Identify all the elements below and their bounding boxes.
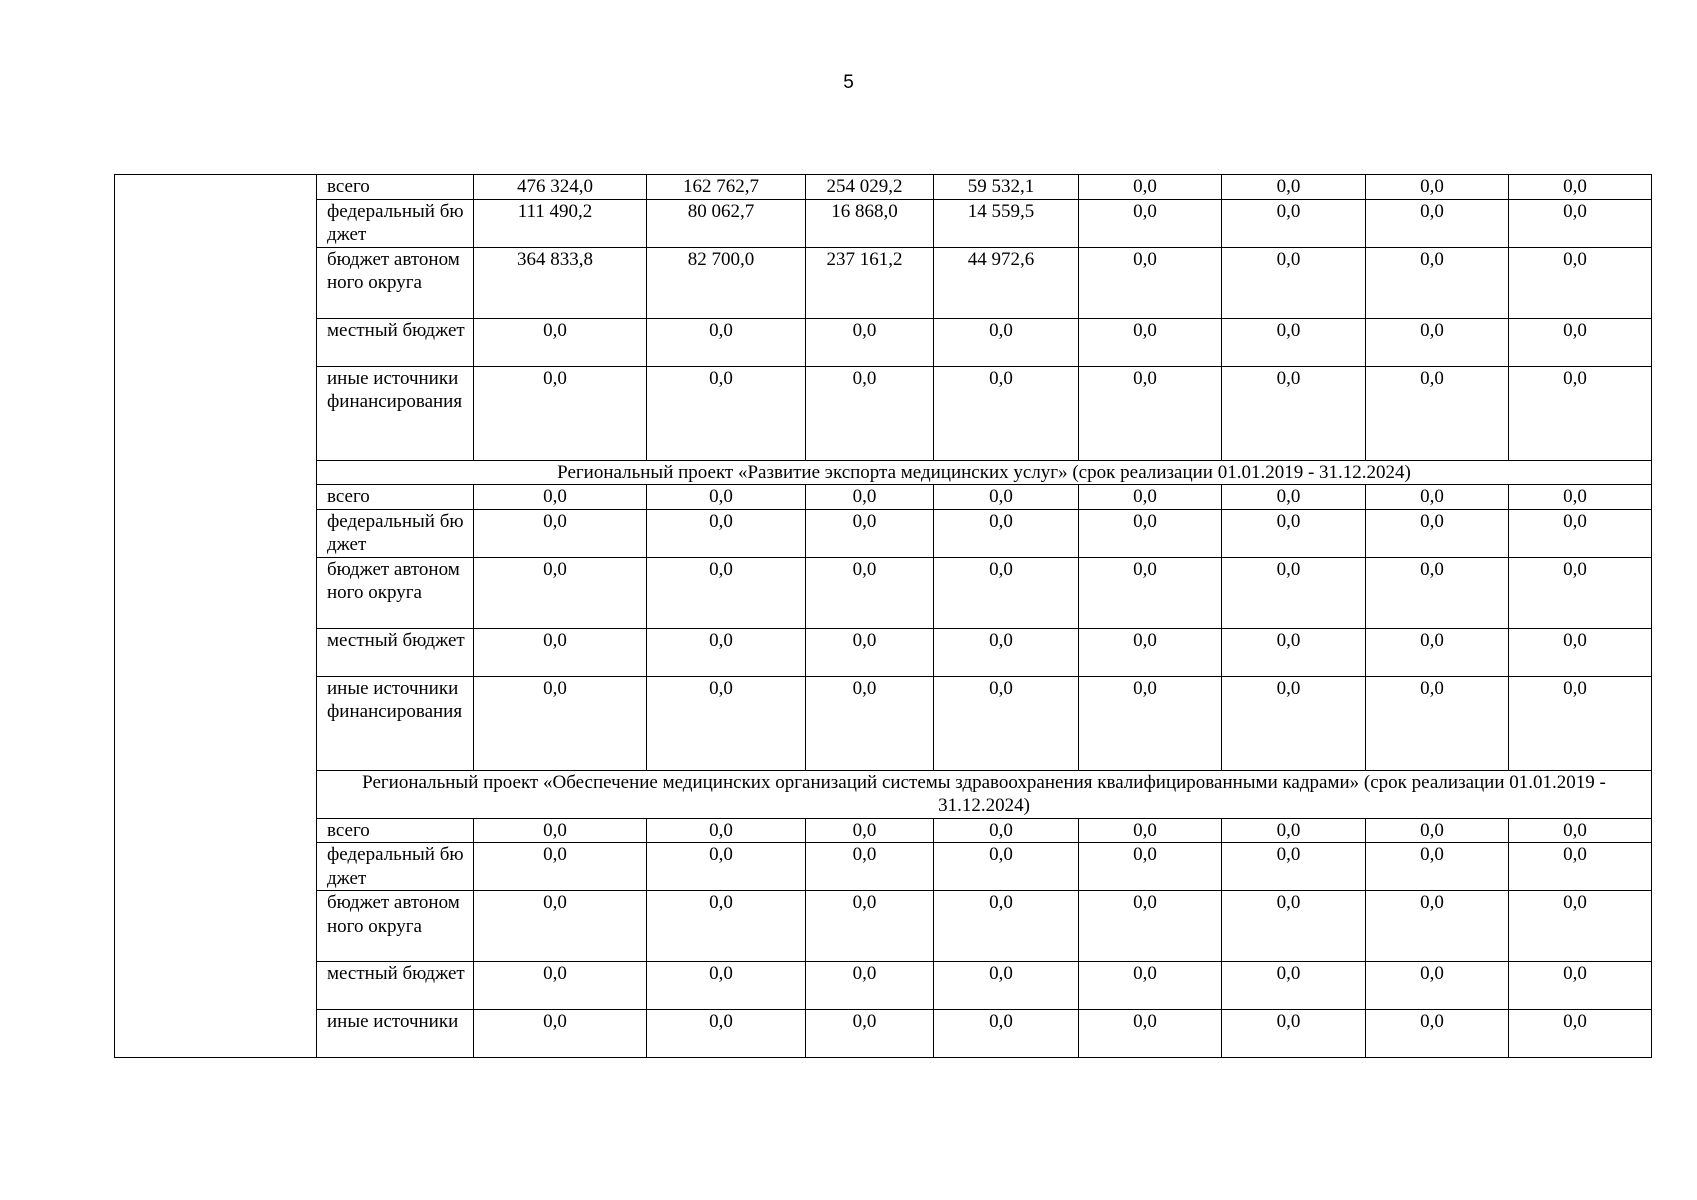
value-cell: 0,0 <box>1366 891 1509 962</box>
value-cell: 0,0 <box>1366 1010 1509 1058</box>
funding-source-label: федеральный бюджет <box>317 509 474 557</box>
value-cell: 0,0 <box>1366 557 1509 628</box>
value-cell: 254 029,2 <box>806 175 934 200</box>
table-row <box>115 485 1652 510</box>
value-cell: 0,0 <box>1079 366 1222 460</box>
value-cell: 0,0 <box>1079 175 1222 200</box>
value-cell: 0,0 <box>474 962 647 1010</box>
value-cell: 0,0 <box>1222 199 1366 247</box>
section-heading: Региональный проект «Развитие экспорта медицинских услуг» (срок реализации 01.01.2019 - 31.12.2024) <box>317 460 1652 485</box>
funding-source-label: бюджет автономного округа <box>317 891 474 962</box>
program-name-cell <box>115 175 317 1058</box>
value-cell: 0,0 <box>934 485 1079 510</box>
value-cell: 59 532,1 <box>934 175 1079 200</box>
funding-source-label: местный бюджет <box>317 962 474 1010</box>
value-cell: 0,0 <box>647 628 806 676</box>
value-cell: 364 833,8 <box>474 247 647 318</box>
value-cell: 0,0 <box>1366 676 1509 770</box>
section-heading-row <box>115 460 1652 485</box>
value-cell: 16 868,0 <box>806 199 934 247</box>
value-cell: 0,0 <box>1222 318 1366 366</box>
value-cell: 0,0 <box>1222 891 1366 962</box>
value-cell: 0,0 <box>474 628 647 676</box>
funding-source-label: иные источники финансирования <box>317 676 474 770</box>
value-cell: 0,0 <box>1366 318 1509 366</box>
funding-source-label: федеральный бюджет <box>317 199 474 247</box>
value-cell: 0,0 <box>1079 1010 1222 1058</box>
value-cell: 0,0 <box>647 557 806 628</box>
value-cell: 0,0 <box>1079 247 1222 318</box>
funding-source-label: иные источники финансирования <box>317 366 474 460</box>
value-cell: 0,0 <box>1509 1010 1652 1058</box>
value-cell: 0,0 <box>647 1010 806 1058</box>
table-row <box>115 676 1652 770</box>
value-cell: 44 972,6 <box>934 247 1079 318</box>
value-cell: 0,0 <box>647 509 806 557</box>
value-cell: 0,0 <box>474 676 647 770</box>
value-cell: 0,0 <box>806 962 934 1010</box>
table-row <box>115 366 1652 460</box>
value-cell: 0,0 <box>934 318 1079 366</box>
funding-source-label: федеральный бюджет <box>317 843 474 891</box>
value-cell: 0,0 <box>1079 891 1222 962</box>
value-cell: 0,0 <box>1222 175 1366 200</box>
value-cell: 0,0 <box>806 843 934 891</box>
value-cell: 0,0 <box>1509 843 1652 891</box>
value-cell: 0,0 <box>1366 175 1509 200</box>
value-cell: 0,0 <box>1079 509 1222 557</box>
value-cell: 0,0 <box>1509 509 1652 557</box>
value-cell: 0,0 <box>806 628 934 676</box>
value-cell: 0,0 <box>934 1010 1079 1058</box>
value-cell: 0,0 <box>806 557 934 628</box>
funding-source-label: всего <box>317 818 474 843</box>
value-cell: 0,0 <box>1222 366 1366 460</box>
value-cell: 0,0 <box>934 891 1079 962</box>
value-cell: 0,0 <box>1366 509 1509 557</box>
value-cell: 0,0 <box>474 366 647 460</box>
value-cell: 0,0 <box>647 318 806 366</box>
value-cell: 0,0 <box>1509 557 1652 628</box>
funding-source-label: местный бюджет <box>317 628 474 676</box>
value-cell: 82 700,0 <box>647 247 806 318</box>
value-cell: 0,0 <box>647 676 806 770</box>
value-cell: 0,0 <box>1366 843 1509 891</box>
value-cell: 0,0 <box>934 557 1079 628</box>
value-cell: 0,0 <box>1509 628 1652 676</box>
value-cell: 0,0 <box>1079 485 1222 510</box>
value-cell: 0,0 <box>1222 962 1366 1010</box>
funding-source-label: всего <box>317 175 474 200</box>
value-cell: 0,0 <box>1079 199 1222 247</box>
value-cell: 0,0 <box>474 318 647 366</box>
value-cell: 0,0 <box>1079 557 1222 628</box>
value-cell: 0,0 <box>647 891 806 962</box>
value-cell: 0,0 <box>934 628 1079 676</box>
value-cell: 0,0 <box>934 676 1079 770</box>
value-cell: 0,0 <box>806 366 934 460</box>
value-cell: 0,0 <box>806 1010 934 1058</box>
value-cell: 0,0 <box>1366 366 1509 460</box>
value-cell: 0,0 <box>934 818 1079 843</box>
value-cell: 0,0 <box>1079 843 1222 891</box>
financing-table-body <box>115 175 1652 1058</box>
value-cell: 0,0 <box>1509 366 1652 460</box>
table-row <box>115 1010 1652 1058</box>
value-cell: 0,0 <box>1366 485 1509 510</box>
value-cell: 111 490,2 <box>474 199 647 247</box>
value-cell: 0,0 <box>1366 247 1509 318</box>
value-cell: 0,0 <box>806 891 934 962</box>
value-cell: 0,0 <box>1366 962 1509 1010</box>
table-row <box>115 318 1652 366</box>
value-cell: 0,0 <box>474 485 647 510</box>
value-cell: 0,0 <box>1366 818 1509 843</box>
value-cell: 0,0 <box>1509 962 1652 1010</box>
funding-source-label: всего <box>317 485 474 510</box>
table-row <box>115 247 1652 318</box>
value-cell: 0,0 <box>1222 818 1366 843</box>
value-cell: 237 161,2 <box>806 247 934 318</box>
page-number: 5 <box>843 72 854 93</box>
table-row <box>115 199 1652 247</box>
value-cell: 0,0 <box>1222 485 1366 510</box>
table-row <box>115 818 1652 843</box>
value-cell: 0,0 <box>1509 247 1652 318</box>
value-cell: 0,0 <box>934 843 1079 891</box>
funding-source-label: бюджет автономного округа <box>317 247 474 318</box>
value-cell: 0,0 <box>647 843 806 891</box>
value-cell: 0,0 <box>647 485 806 510</box>
value-cell: 0,0 <box>647 818 806 843</box>
value-cell: 14 559,5 <box>934 199 1079 247</box>
value-cell: 0,0 <box>1509 199 1652 247</box>
value-cell: 0,0 <box>474 509 647 557</box>
value-cell: 0,0 <box>1079 318 1222 366</box>
value-cell: 0,0 <box>1079 628 1222 676</box>
value-cell: 0,0 <box>806 818 934 843</box>
funding-source-label: бюджет автономного округа <box>317 557 474 628</box>
table-row <box>115 628 1652 676</box>
value-cell: 0,0 <box>1509 676 1652 770</box>
funding-source-label: местный бюджет <box>317 318 474 366</box>
value-cell: 0,0 <box>806 318 934 366</box>
value-cell: 0,0 <box>474 843 647 891</box>
value-cell: 0,0 <box>1509 891 1652 962</box>
table-row <box>115 962 1652 1010</box>
value-cell: 162 762,7 <box>647 175 806 200</box>
value-cell: 476 324,0 <box>474 175 647 200</box>
value-cell: 0,0 <box>934 366 1079 460</box>
value-cell: 0,0 <box>1509 175 1652 200</box>
table-row <box>115 557 1652 628</box>
value-cell: 0,0 <box>1079 818 1222 843</box>
value-cell: 0,0 <box>1222 1010 1366 1058</box>
value-cell: 0,0 <box>1222 509 1366 557</box>
section-heading: Региональный проект «Обеспечение медицинских организаций системы здравоохранения квалифицированными кадрами» (срок реализации 01.01.2019 - 31.12.2024) <box>317 770 1652 818</box>
table-row <box>115 175 1652 200</box>
funding-source-label: иные источники <box>317 1010 474 1058</box>
value-cell: 0,0 <box>806 509 934 557</box>
value-cell: 0,0 <box>474 818 647 843</box>
value-cell: 80 062,7 <box>647 199 806 247</box>
value-cell: 0,0 <box>474 557 647 628</box>
value-cell: 0,0 <box>474 891 647 962</box>
value-cell: 0,0 <box>1079 676 1222 770</box>
value-cell: 0,0 <box>806 676 934 770</box>
value-cell: 0,0 <box>647 366 806 460</box>
value-cell: 0,0 <box>1509 318 1652 366</box>
value-cell: 0,0 <box>1222 676 1366 770</box>
value-cell: 0,0 <box>1222 843 1366 891</box>
value-cell: 0,0 <box>934 962 1079 1010</box>
value-cell: 0,0 <box>934 509 1079 557</box>
section-heading-row <box>115 770 1652 818</box>
value-cell: 0,0 <box>1222 628 1366 676</box>
value-cell: 0,0 <box>647 962 806 1010</box>
table-row <box>115 843 1652 891</box>
value-cell: 0,0 <box>1366 628 1509 676</box>
table-row <box>115 509 1652 557</box>
value-cell: 0,0 <box>1509 485 1652 510</box>
value-cell: 0,0 <box>1222 247 1366 318</box>
table-row <box>115 891 1652 962</box>
value-cell: 0,0 <box>806 485 934 510</box>
value-cell: 0,0 <box>1366 199 1509 247</box>
financing-table <box>114 174 1652 1058</box>
value-cell: 0,0 <box>1079 962 1222 1010</box>
value-cell: 0,0 <box>474 1010 647 1058</box>
value-cell: 0,0 <box>1222 557 1366 628</box>
value-cell: 0,0 <box>1509 818 1652 843</box>
